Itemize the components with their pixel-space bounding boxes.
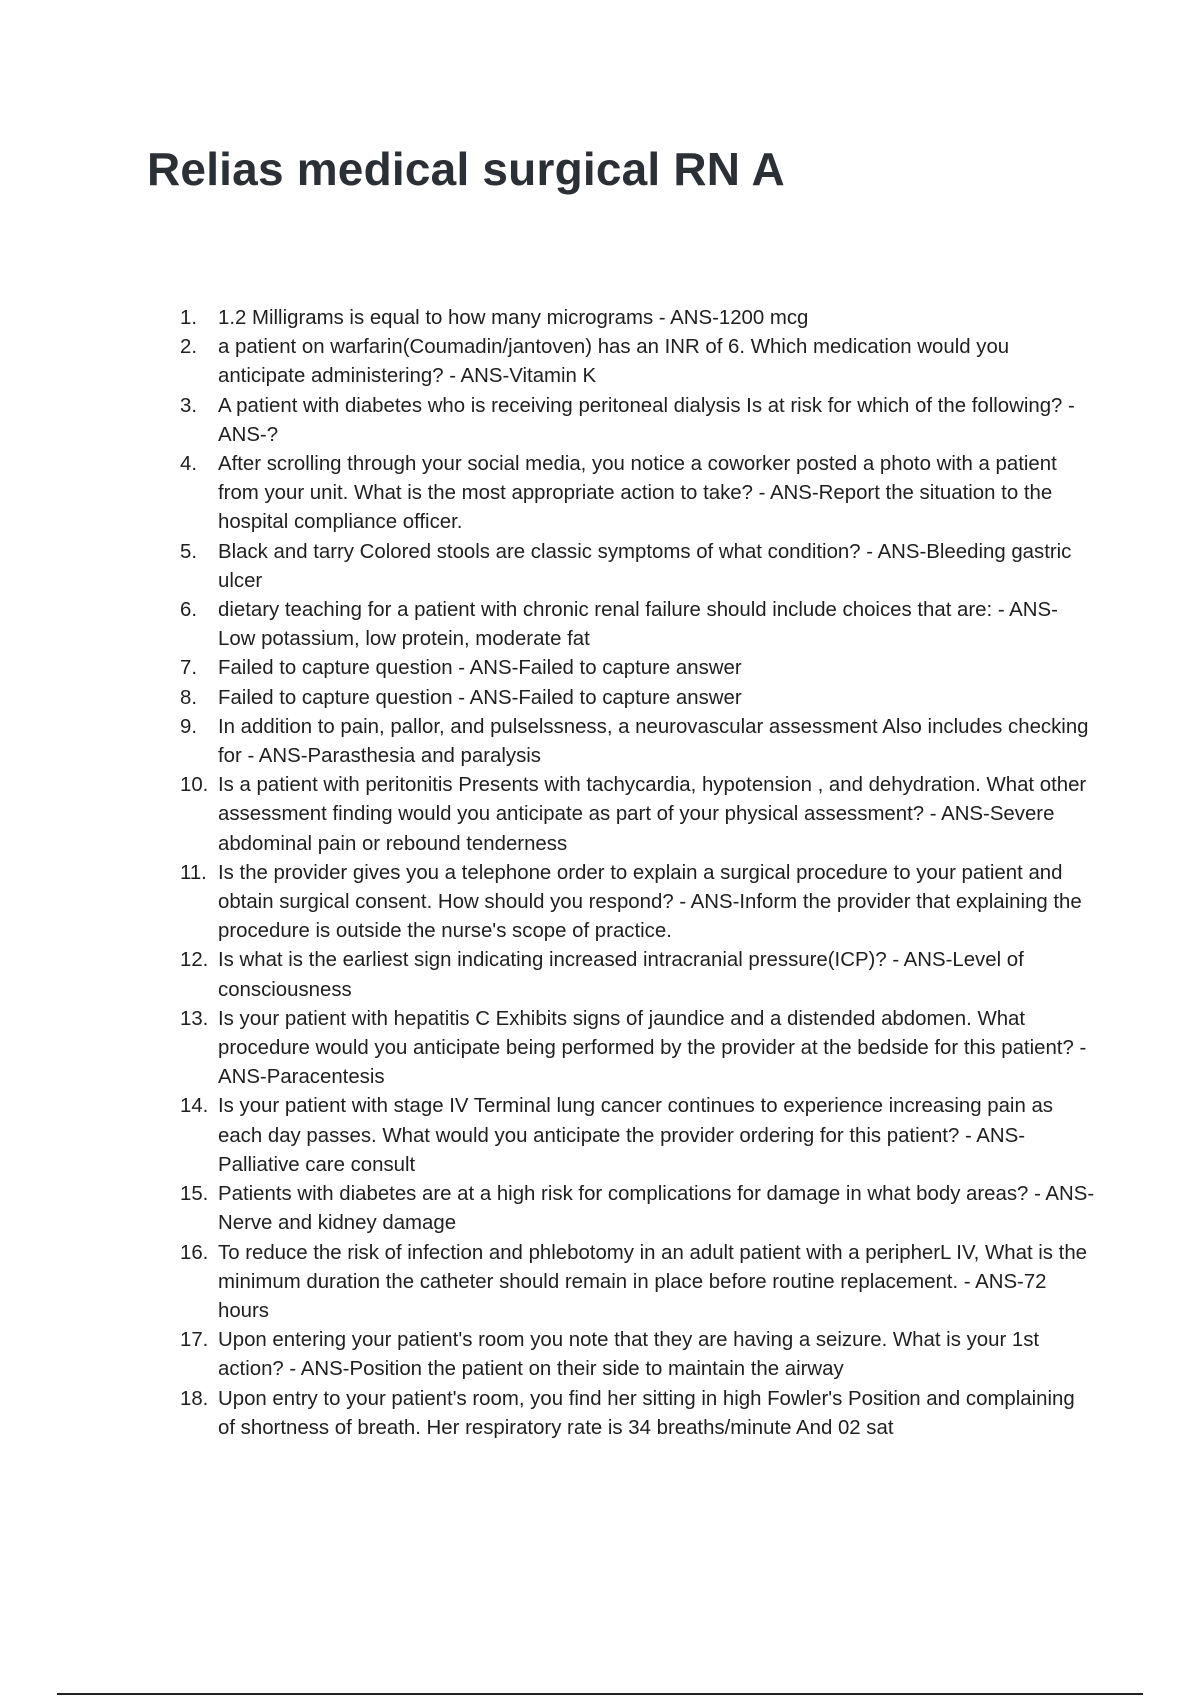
item-number: 13. xyxy=(180,1007,209,1030)
page-title: Relias medical surgical RN A xyxy=(147,143,785,195)
item-text: Patients with diabetes are at a high risk for complications for damage in what body areas? - ANS-Nerve and kidney damage xyxy=(218,1183,1095,1235)
item-number: 1. xyxy=(180,307,198,329)
item-number: 16. xyxy=(180,1241,209,1264)
list-item xyxy=(180,859,1095,947)
item-number: 8. xyxy=(180,686,198,709)
list-item xyxy=(180,304,1095,333)
list-item xyxy=(180,1326,1095,1384)
item-number: 17. xyxy=(180,1329,209,1352)
list-item xyxy=(180,771,1095,859)
item-number: 5. xyxy=(180,540,198,563)
item-text: Upon entry to your patient's room, you find her sitting in high Fowler's Position and complaining of shortness of breath. Her respiratory rate is 34 breaths/minute And 02 sat xyxy=(218,1387,1075,1439)
list-item xyxy=(180,450,1095,538)
item-number: 10. xyxy=(180,774,209,797)
item-number: 12. xyxy=(180,949,209,972)
list-item xyxy=(180,1092,1095,1180)
item-text: After scrolling through your social media, you notice a coworker posted a photo with a patient from your unit. What is the most appropriate action to take? - ANS-Report the situation to the hospital compliance officer. xyxy=(218,453,1057,534)
item-text: Upon entering your patient's room you note that they are having a seizure. What is your 1st action? - ANS-Position the patient on their side to maintain the airway xyxy=(218,1329,1040,1381)
list-item xyxy=(180,1180,1095,1238)
item-number: 2. xyxy=(180,336,198,359)
item-text: Is a patient with peritonitis Presents with tachycardia, hypotension , and dehydration. What other assessment finding would you anticipate as part of your physical assessment? - ANS-Severe abdominal pain or rebound tenderness xyxy=(218,774,1087,855)
item-text: a patient on warfarin(Coumadin/jantoven) has an INR of 6. Which medication would you anticipate administering? - ANS-Vitamin K xyxy=(218,336,1010,388)
item-number: 6. xyxy=(180,599,198,622)
item-number: 4. xyxy=(180,453,198,476)
item-number: 7. xyxy=(180,657,198,680)
item-text: dietary teaching for a patient with chronic renal failure should include choices that are: - ANS-Low potassium, low protein, moderate fat xyxy=(218,599,1058,651)
item-number: 15. xyxy=(180,1183,209,1206)
item-number: 9. xyxy=(180,715,198,738)
list-item xyxy=(180,684,1095,713)
list-item xyxy=(180,538,1095,596)
item-text: A patient with diabetes who is receiving peritoneal dialysis Is at risk for which of the following? - ANS-? xyxy=(218,394,1075,446)
item-text: Failed to capture question - ANS-Failed to capture answer xyxy=(218,657,742,680)
item-text: 1.2 Milligrams is equal to how many micrograms - ANS-1200 mcg xyxy=(218,307,809,329)
list-item xyxy=(180,946,1095,1004)
item-number: 11. xyxy=(180,861,207,884)
list-item xyxy=(180,1239,1095,1327)
question-answer-list xyxy=(180,304,1095,1443)
item-text: Is what is the earliest sign indicating increased intracranial pressure(ICP)? - ANS-Level of consciousness xyxy=(218,949,1024,1001)
list-item xyxy=(180,654,1095,683)
list-item xyxy=(180,596,1095,654)
item-number: 18. xyxy=(180,1387,209,1410)
list-item xyxy=(180,392,1095,450)
list-item xyxy=(180,1005,1095,1093)
item-text: In addition to pain, pallor, and pulselssness, a neurovascular assessment Also includes checking for - ANS-Parasthesia and paralysis xyxy=(218,715,1089,768)
item-text: Is the provider gives you a telephone order to explain a surgical procedure to your patient and obtain surgical consent. How should you respond? - ANS-Inform the provider that explaining the procedure is outside the nurse's scope of practice. xyxy=(218,861,1082,943)
list-item xyxy=(180,713,1095,771)
item-text: Failed to capture question - ANS-Failed to capture answer xyxy=(218,686,742,709)
item-text: To reduce the risk of infection and phlebotomy in an adult patient with a peripherL IV, What is the minimum duration the catheter should remain in place before routine replacement. - ANS-72 hours xyxy=(218,1241,1088,1322)
item-text: Is your patient with stage IV Terminal lung cancer continues to experience increasing pain as each day passes. What would you anticipate the provider ordering for this patient? - ANS-Palliative care consult xyxy=(218,1095,1053,1176)
item-number: 14. xyxy=(180,1095,209,1118)
list-item xyxy=(180,1385,1095,1443)
item-number: 3. xyxy=(180,394,198,417)
list-item xyxy=(180,333,1095,391)
footer-divider xyxy=(57,1693,1143,1695)
item-text: Is your patient with hepatitis C Exhibits signs of jaundice and a distended abdomen. What procedure would you anticipate being performed by the provider at the bedside for this patient? - ANS-Paracentesis xyxy=(218,1007,1087,1089)
item-text: Black and tarry Colored stools are classic symptoms of what condition? - ANS-Bleeding gastric ulcer xyxy=(218,540,1072,592)
